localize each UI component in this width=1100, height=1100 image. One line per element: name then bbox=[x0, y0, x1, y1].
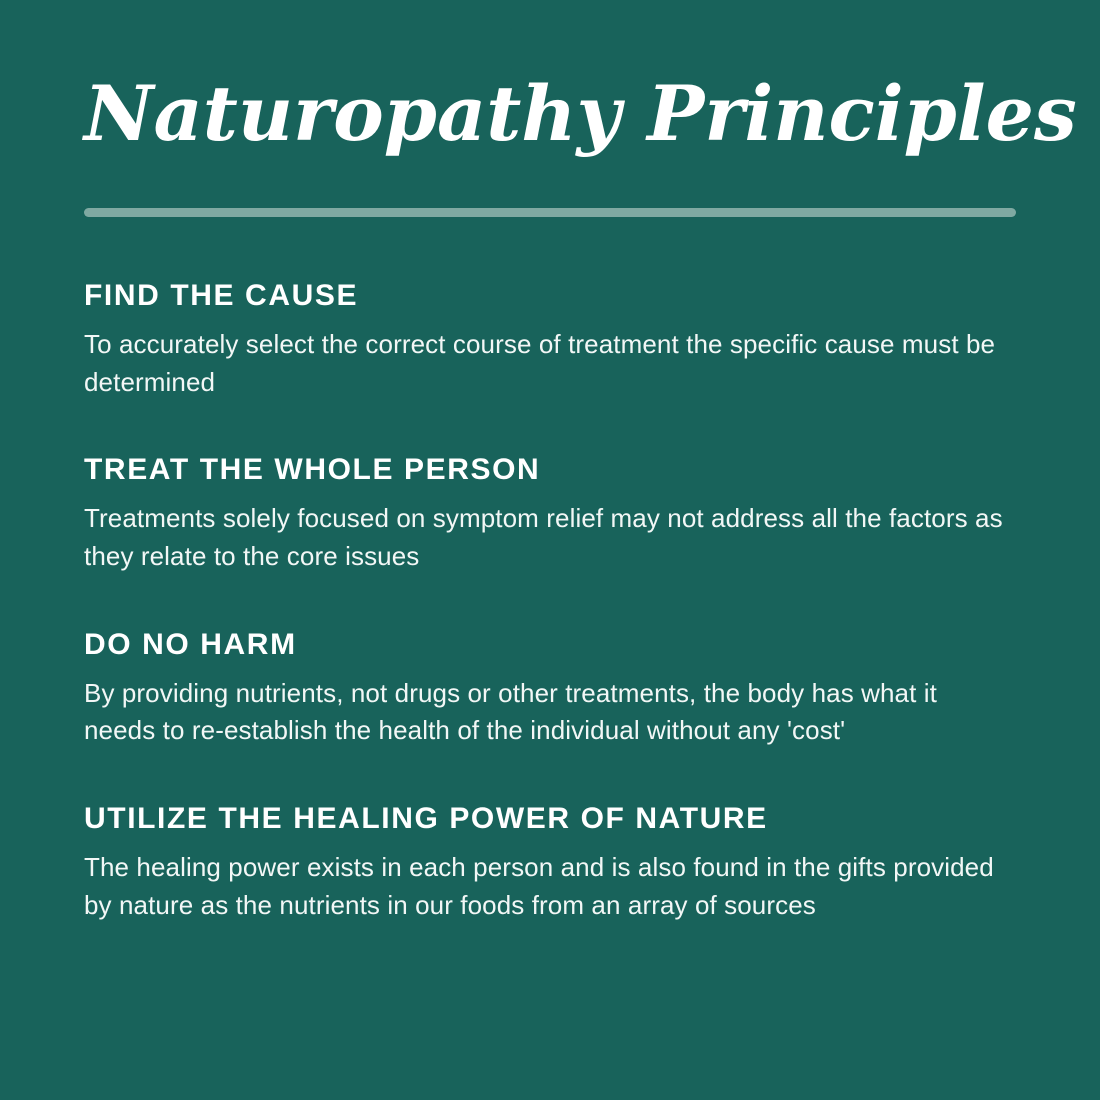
principle-description: By providing nutrients, not drugs or other treatments, the body has what it needs to re-establish the health of the individual without any 'cost' bbox=[84, 677, 937, 746]
principle-title: DO NO HARM bbox=[84, 627, 297, 661]
principle-title: UTILIZE THE HEALING POWER OF NATURE bbox=[84, 802, 768, 836]
principle-item bbox=[84, 453, 1016, 575]
principle-item bbox=[84, 628, 1016, 750]
principle-description: Treatments solely focused on symptom relief may not address all the factors as they relate to the core issues bbox=[84, 503, 1003, 572]
principle-title: FIND THE CAUSE bbox=[84, 279, 359, 312]
principles-list bbox=[84, 279, 1016, 925]
principle-title: TREAT THE WHOLE PERSON bbox=[84, 453, 541, 487]
title-divider bbox=[84, 208, 1016, 217]
page-title: Naturopathy Principles bbox=[84, 69, 1077, 158]
principle-item bbox=[84, 802, 1016, 924]
principle-description: To accurately select the correct course of treatment the specific cause must be determined bbox=[84, 329, 996, 397]
principle-description: The healing power exists in each person and is also found in the gifts provided by nature as the nutrients in our foods from an array of sources bbox=[84, 852, 994, 920]
principle-item bbox=[84, 279, 1016, 401]
